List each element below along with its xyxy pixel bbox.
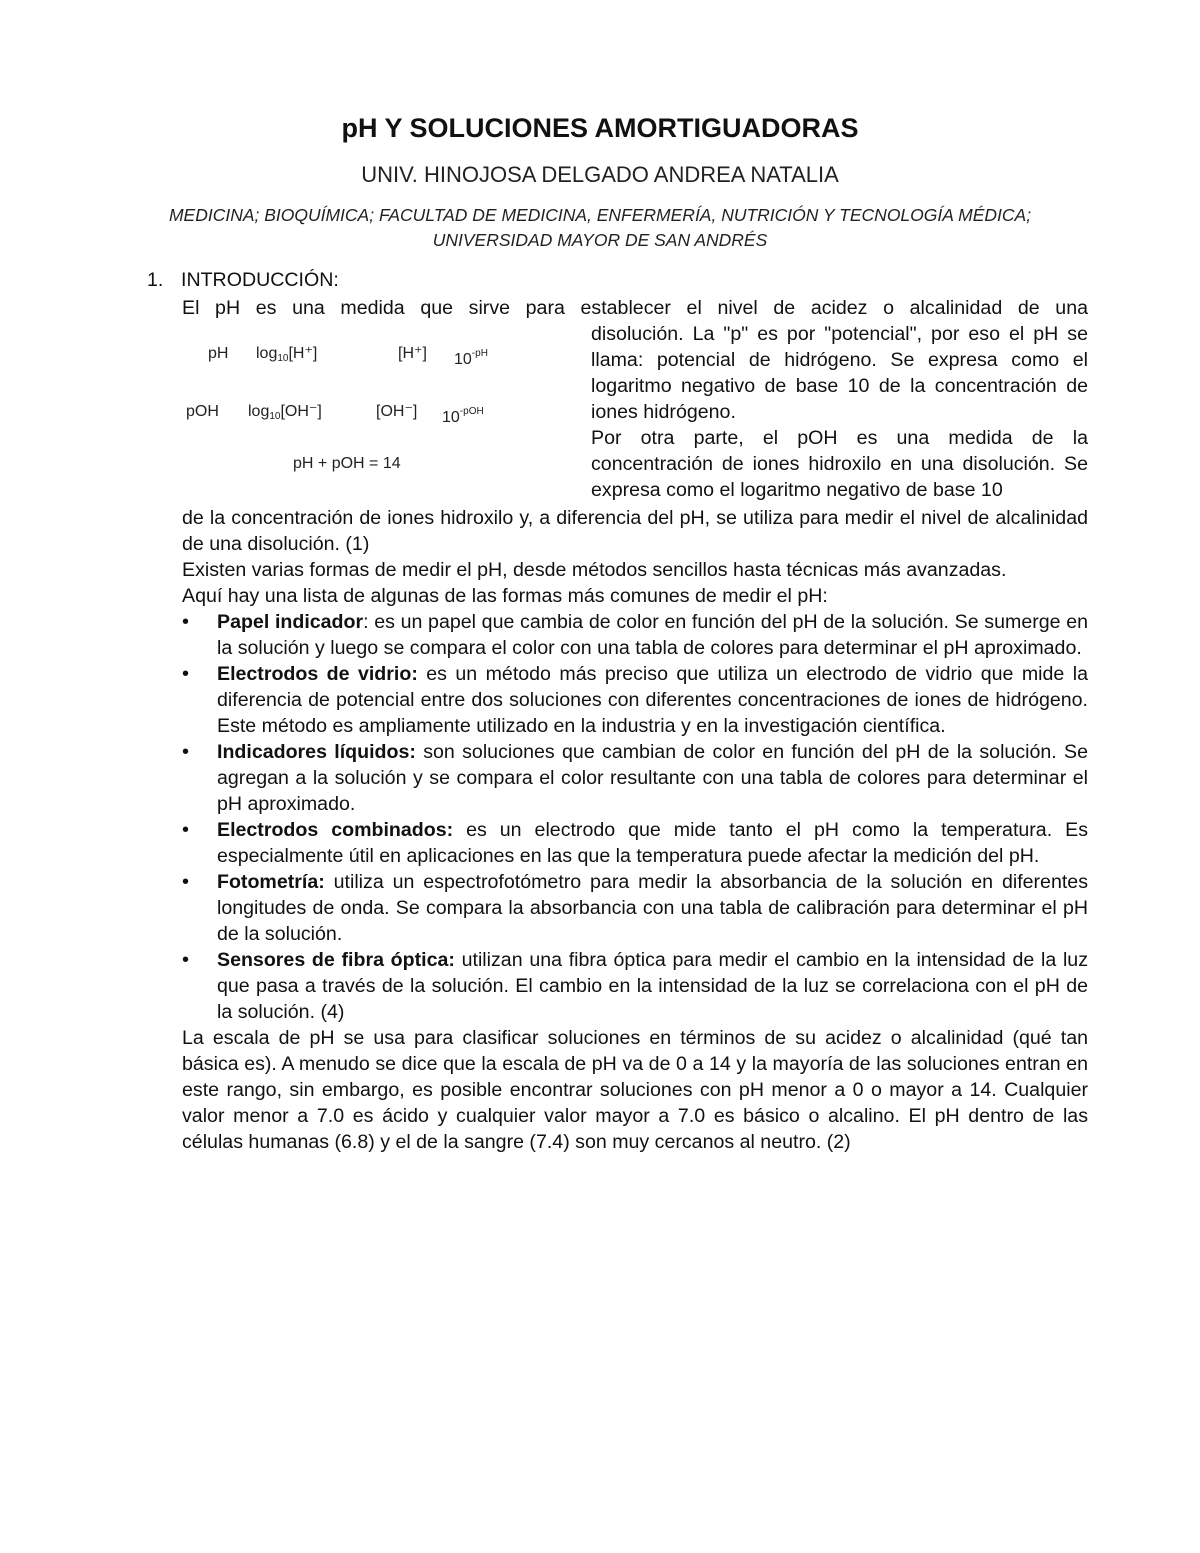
ph-power-base: 10 [454,351,472,368]
bullet-icon: • [182,871,190,893]
intro-continuation: de la concentración de iones hidroxilo y, a diferencia del pH, se utiliza para medir el nivel de alcalinidad de una disolución. (1) [182,507,1088,555]
section-heading [147,266,847,294]
closing-paragraph: La escala de pH se usa para clasificar soluciones en términos de su acidez o alcalinidad (qué tan básica es). A menudo se dice que la escala de pH va de 0 a 14 y la mayoría de las soluciones entran en este rango, sin embargo, es posible encontrar soluciones con pH menor a 0 o mayor a 14. Cualquier valor menor a 7.0 es ácido y cualquier valor mayor a 7.0 es básico o alcalino. El pH dentro de las células humanas (6.8) y el de la sangre (7.4) son muy cercanos al neutro. (2) [182,1027,1088,1153]
poh-power-base: 10 [442,409,460,426]
ph-power-exp: -pH [471,348,488,359]
bullet-icon: • [182,949,190,971]
affiliation-line-1: MEDICINA; BIOQUÍMICA; FACULTAD DE MEDICINA, ENFERMERÍA, NUTRICIÓN Y TECNOLOGÍA MÉDICA; [168,205,1032,225]
list-item [182,609,1088,661]
list-item-term: Electrodos combinados: [217,819,454,841]
section-title: INTRODUCCIÓN: [181,269,339,291]
ph-lhs: pH [208,345,229,362]
formula-image [182,333,582,483]
intro-first-line [182,295,1088,321]
list-item [182,661,1088,739]
list-item-term: Sensores de fibra óptica: [217,949,455,971]
body-content [182,505,1088,1155]
poh-bracket-2: [OH⁻] [376,403,418,420]
poh-power-exp: -pOH [459,406,484,417]
intro-side-text [591,321,1088,503]
document-title: pH Y SOLUCIONES AMORTIGUADORAS [341,113,859,143]
sum-formula: pH + pOH = 14 [293,455,401,472]
ph-log-base: 10 [277,353,289,364]
ph-bracket-2: [H⁺] [398,345,427,362]
list-item-term: Indicadores líquidos: [217,741,416,763]
bullet-icon: • [182,611,190,633]
bullet-icon: • [182,663,190,685]
section-number: 1. [147,269,164,291]
list-item-text: es un método más preciso que utiliza un electrodo de vidrio que mide la diferencia de potencial entre dos soluciones con diferentes concentraciones de iones de hidrógeno. Este método es ampliamente utilizado en la industria y en la investigación científica. [217,663,1088,737]
list-item-term: Electrodos de vidrio: [217,663,418,685]
poh-log [248,399,322,430]
ph-power [454,341,488,373]
poh-log-base: 10 [269,411,281,422]
list-item-text: es un electrodo que mide tanto el pH como la temperatura. Es especialmente útil en aplicaciones en las que la temperatura puede afectar la medición del pH. [217,819,1088,867]
ph-log [256,341,317,372]
affiliation [110,203,1090,253]
bullet-icon: • [182,741,190,763]
poh-power [442,399,484,431]
methods-intro: Existen varias formas de medir el pH, desde métodos sencillos hasta técnicas más avanzadas. [182,559,1007,581]
intro-side-paragraph-1: disolución. La "p" es por "potencial", por eso el pH se llama: potencial de hidrógeno. Se expresa como el logaritmo negativo de base 10 de la concentración de iones hidrógeno. [591,323,1088,423]
list-intro: Aquí hay una lista de algunas de las formas más comunes de medir el pH: [182,585,828,607]
intro-line-1: El pH es una medida que sirve para establecer el nivel de acidez o alcalinidad de una [182,297,1088,319]
list-item [182,869,1088,947]
bullet-icon: • [182,819,190,841]
ph-log-text: log [256,345,278,362]
author-name: UNIV. HINOJOSA DELGADO ANDREA NATALIA [361,162,839,187]
methods-list [182,609,1088,1025]
list-item-term: Papel indicador [217,611,364,633]
poh-bracket: [OH⁻] [280,403,322,420]
list-item-term: Fotometría: [217,871,325,893]
list-item-text: utiliza un espectrofotómetro para medir la absorbancia de la solución en diferentes longitudes de onda. Se compara la absorbancia con una tabla de calibración para determinar el pH de la solución. [217,871,1088,945]
list-item-text: son soluciones que cambian de color en función del pH de la solución. Se agregan a la solución y se compara el color resultante con una tabla de colores para determinar el pH aproximado. [217,741,1088,815]
affiliation-line-2: UNIVERSIDAD MAYOR DE SAN ANDRÉS [432,230,768,250]
list-item [182,947,1088,1025]
list-item [182,739,1088,817]
intro-side-paragraph-2: Por otra parte, el pOH es una medida de la concentración de iones hidroxilo en una disolución. Se expresa como el logaritmo negativo de base 10 [591,427,1088,501]
ph-bracket: [H⁺] [288,345,318,362]
poh-log-text: log [248,403,270,420]
list-item-text: utilizan una fibra óptica para medir el cambio en la intensidad de la luz que pasa a través de la solución. El cambio en la intensidad de la luz se correlaciona con el pH de la solución. (4) [217,949,1088,1023]
poh-lhs: pOH [186,403,219,420]
list-item-text: : es un papel que cambia de color en función del pH de la solución. Se sumerge en la solución y luego se compara el color con una tabla de colores para determinar el pH aproximado. [217,611,1088,659]
list-item [182,817,1088,869]
